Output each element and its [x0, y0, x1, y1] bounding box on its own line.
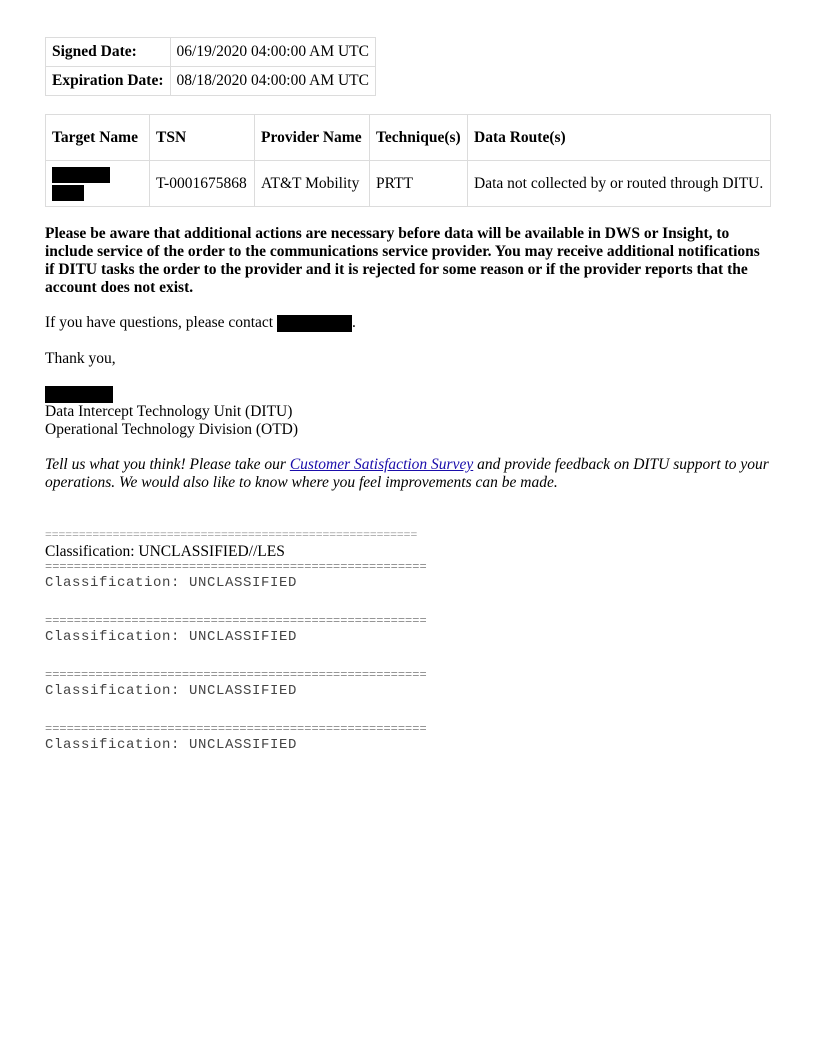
expiration-date-row: [46, 67, 376, 96]
signed-date-label: Signed Date:: [46, 38, 171, 67]
contact-period: .: [352, 314, 356, 331]
document-page: [45, 37, 771, 755]
classification-les: Classification: UNCLASSIFIED//LES: [45, 543, 285, 560]
signed-date-value: 06/19/2020 04:00:00 AM UTC: [170, 38, 375, 67]
provider-cell: AT&T Mobility: [255, 161, 370, 207]
classification-line: Classification: UNCLASSIFIED: [45, 575, 298, 591]
classification-line: Classification: UNCLASSIFIED: [45, 629, 298, 645]
target-table: [45, 114, 771, 207]
signed-date-row: [46, 38, 376, 67]
redaction-block: [52, 167, 110, 183]
header-target-name: Target Name: [46, 115, 150, 161]
target-name-cell: [46, 161, 150, 207]
classification-blocks: [45, 561, 771, 755]
notice-paragraph: Please be aware that additional actions are necessary before data will be available in DWS or Insight, to include service of the order to the communications service provider. You may receive additional notifications if DITU tasks the order to the provider and it is rejected for some reason or if the provider reports that the account does not exist.: [45, 225, 760, 296]
redaction-block: [45, 386, 113, 403]
header-data-routes: Data Route(s): [468, 115, 771, 161]
separator-line: =====================================================: [45, 668, 427, 682]
classification-line: Classification: UNCLASSIFIED: [45, 683, 298, 699]
expiration-date-value: 08/18/2020 04:00:00 AM UTC: [170, 67, 375, 96]
signature-division: Operational Technology Division (OTD): [45, 421, 299, 438]
survey-suffix: and provide feedback on DITU support to your operations. We would also like to know where you feel improvements can be made.: [45, 456, 769, 491]
signature-block: [45, 386, 771, 439]
header-provider-name: Provider Name: [255, 115, 370, 161]
header-tsn: TSN: [150, 115, 255, 161]
survey-link[interactable]: Customer Satisfaction Survey: [289, 456, 474, 473]
thanks-line: Thank you,: [45, 350, 116, 367]
separator-line: =====================================================: [45, 614, 427, 628]
redaction-block: [277, 315, 352, 332]
data-route-cell: Data not collected by or routed through DITU.: [468, 161, 771, 207]
header-techniques: Technique(s): [370, 115, 468, 161]
table-row: [46, 161, 771, 207]
survey-paragraph: [45, 456, 771, 492]
classification-line: Classification: UNCLASSIFIED: [45, 737, 298, 753]
technique-cell: PRTT: [370, 161, 468, 207]
redaction-block: [52, 185, 84, 201]
survey-prefix: Tell us what you think! Please take our: [45, 456, 286, 473]
contact-line: [45, 314, 771, 332]
expiration-date-label: Expiration Date:: [46, 67, 171, 96]
separator-line: =====================================================: [45, 560, 427, 574]
signature-unit: Data Intercept Technology Unit (DITU): [45, 403, 293, 420]
tsn-cell: T-0001675868: [150, 161, 255, 207]
separator-line: =====================================================: [45, 722, 427, 736]
target-table-header: [46, 115, 771, 161]
contact-text: If you have questions, please contact: [45, 314, 274, 331]
order-dates-table: [45, 37, 376, 96]
separator-line: =======================================================: [45, 527, 418, 541]
